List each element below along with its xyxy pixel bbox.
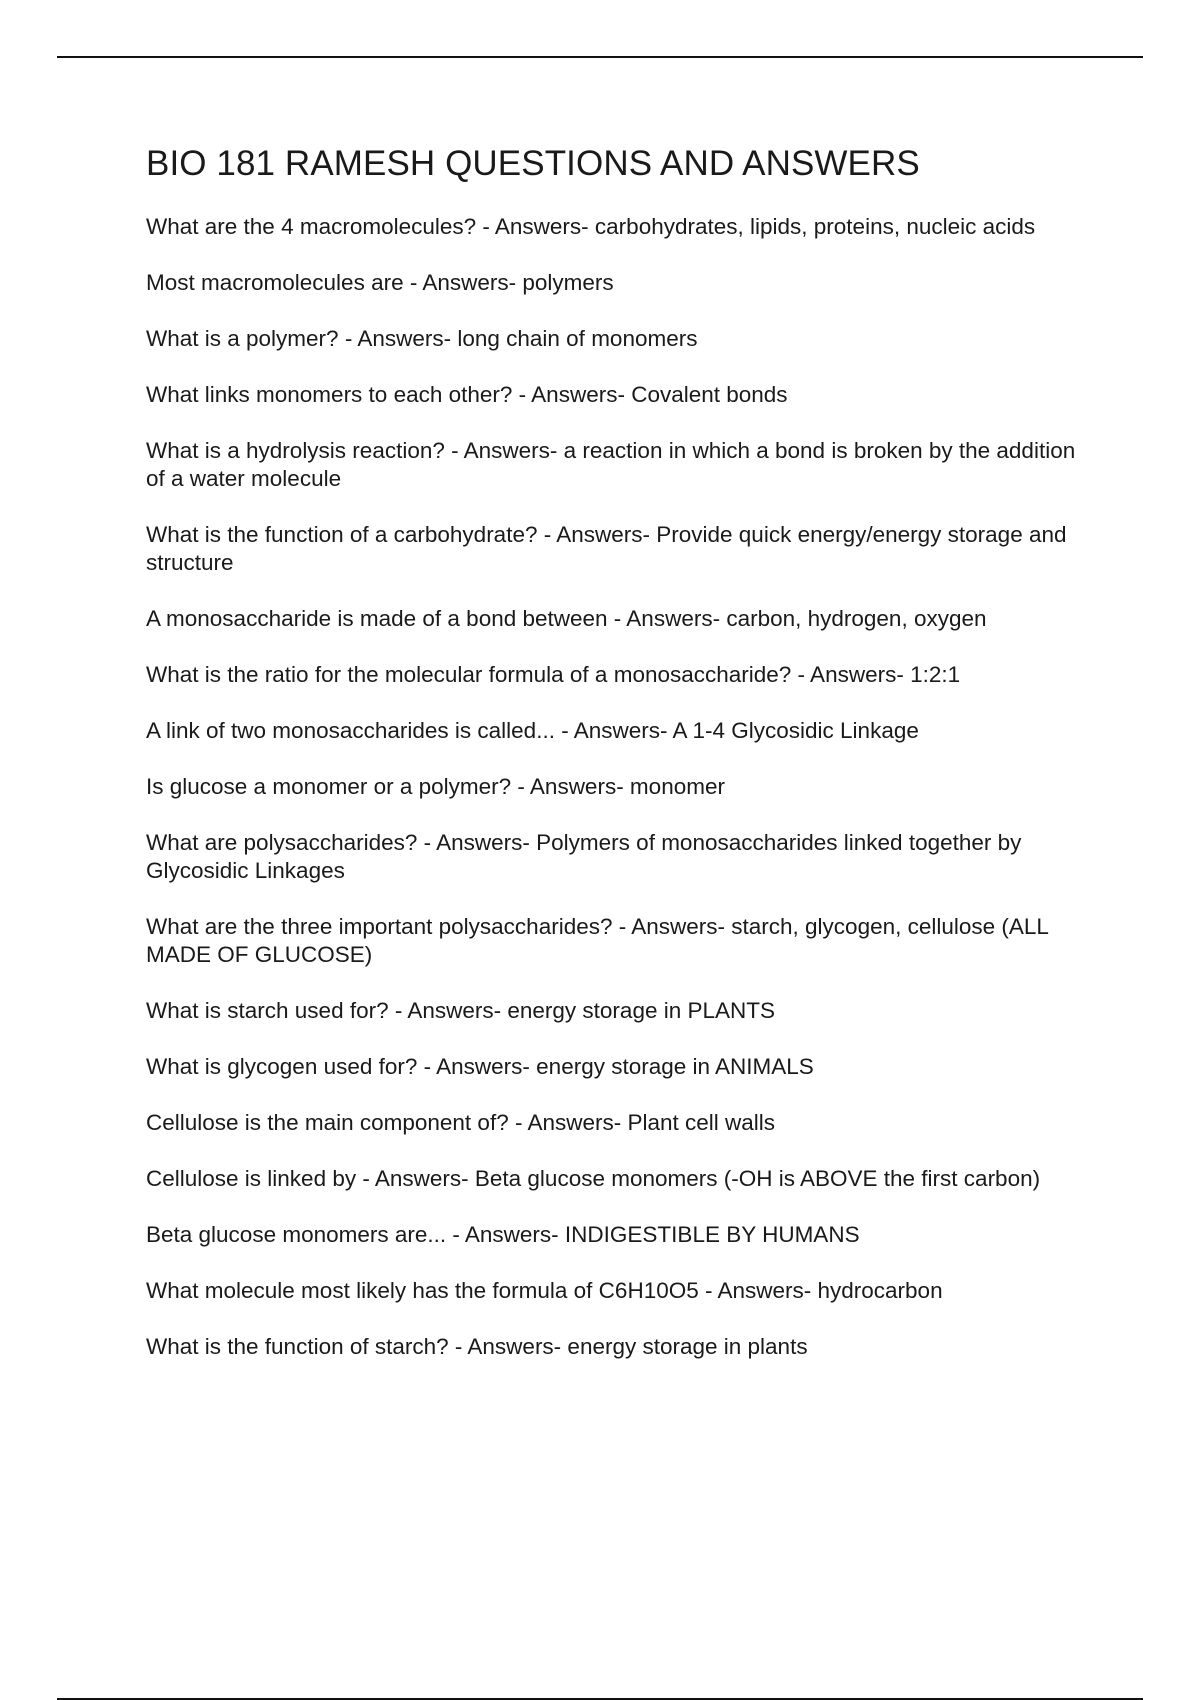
qa-item: Cellulose is the main component of? - Answers- Plant cell walls — [146, 1110, 776, 1135]
qa-item: What is a hydrolysis reaction? - Answers- a reaction in which a bond is broken by the addition of a water molecule — [146, 438, 1076, 491]
document-body — [146, 140, 1076, 1389]
qa-item: What molecule most likely has the formula of C6H10O5 - Answers- hydrocarbon — [146, 1278, 943, 1303]
qa-item: What is the function of a carbohydrate? - Answers- Provide quick energy/energy storage and structure — [146, 522, 1067, 575]
top-rule — [57, 56, 1143, 58]
qa-item: A link of two monosaccharides is called... - Answers- A 1-4 Glycosidic Linkage — [146, 718, 919, 743]
qa-item: What are the 4 macromolecules? - Answers- carbohydrates, lipids, proteins, nucleic acids — [146, 214, 1036, 239]
qa-item: What is starch used for? - Answers- energy storage in PLANTS — [146, 998, 776, 1023]
document-title: BIO 181 RAMESH QUESTIONS AND ANSWERS — [146, 144, 920, 183]
qa-item: Cellulose is linked by - Answers- Beta glucose monomers (-OH is ABOVE the first carbon) — [146, 1166, 1041, 1191]
qa-item: A monosaccharide is made of a bond between - Answers- carbon, hydrogen, oxygen — [146, 606, 987, 631]
qa-item: Most macromolecules are - Answers- polymers — [146, 270, 614, 295]
qa-item: What is glycogen used for? - Answers- energy storage in ANIMALS — [146, 1054, 814, 1079]
qa-item: What are the three important polysaccharides? - Answers- starch, glycogen, cellulose (ALL MADE OF GLUCOSE) — [146, 914, 1049, 967]
qa-item: Beta glucose monomers are... - Answers- INDIGESTIBLE BY HUMANS — [146, 1222, 860, 1247]
qa-item: What is the ratio for the molecular formula of a monosaccharide? - Answers- 1:2:1 — [146, 662, 961, 687]
qa-list — [146, 213, 1076, 1361]
qa-item: What is the function of starch? - Answers- energy storage in plants — [146, 1334, 808, 1359]
qa-item: Is glucose a monomer or a polymer? - Answers- monomer — [146, 774, 725, 799]
qa-item: What links monomers to each other? - Answers- Covalent bonds — [146, 382, 788, 407]
qa-item: What are polysaccharides? - Answers- Polymers of monosaccharides linked together by Glycosidic Linkages — [146, 830, 1022, 883]
qa-item: What is a polymer? - Answers- long chain of monomers — [146, 326, 698, 351]
